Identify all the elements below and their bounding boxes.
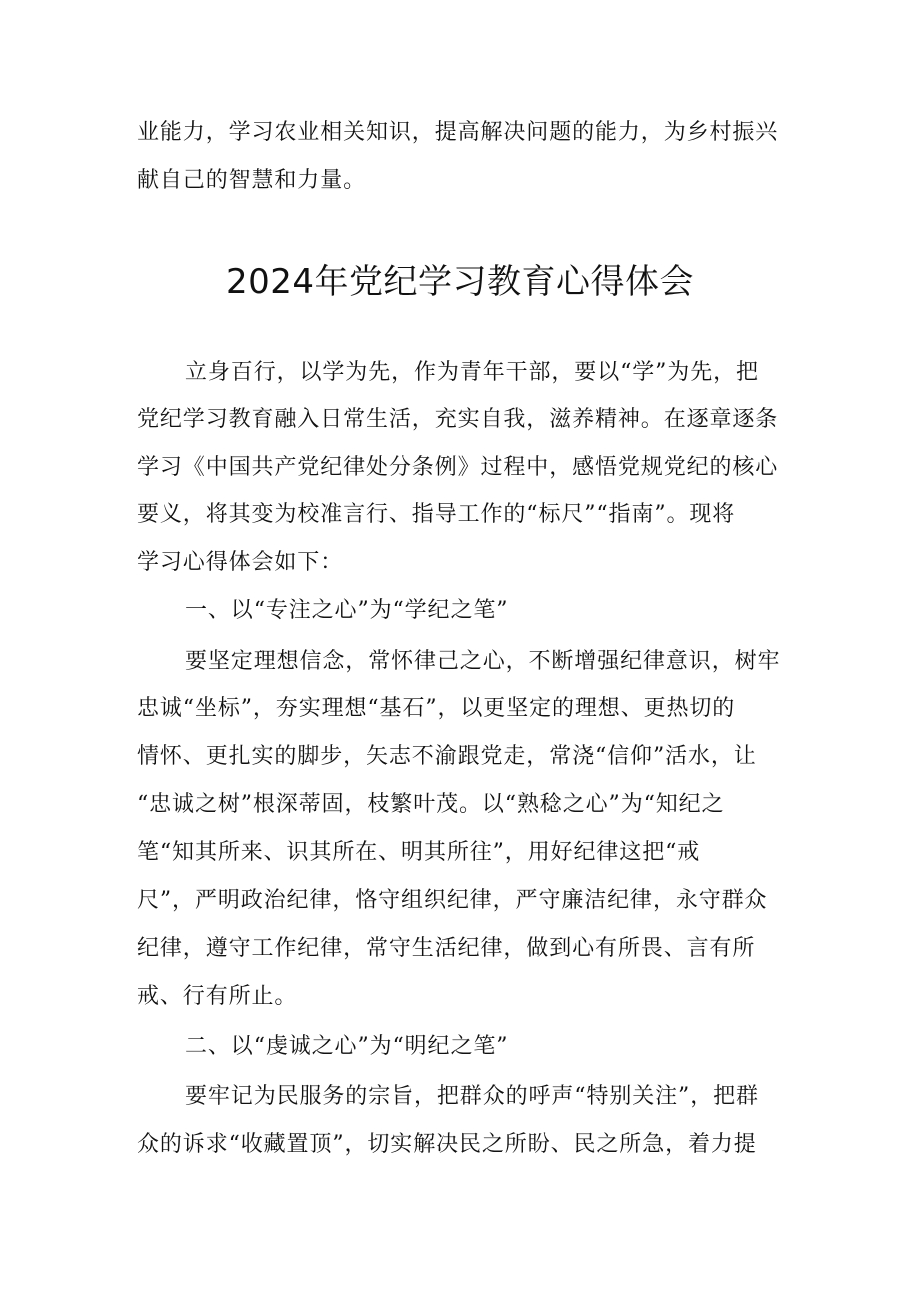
- carryover-line-1: 业能力，学习农业相关知识，提高解决问题的能力，为乡村振兴: [137, 120, 779, 145]
- section1-heading: 一、以“专注之心”为“学纪之笔”: [185, 598, 509, 623]
- intro-line-2: 党纪学习教育融入日常生活，充实自我，滋养精神。在逐章逐条: [137, 407, 779, 432]
- carryover-line-2: 献自己的智慧和力量。: [137, 168, 367, 193]
- section1-line-3: 情怀、更扎实的脚步，矢志不渝跟党走，常浇“信仰”活水，让: [137, 744, 757, 769]
- section1-line-2: 忠诚“坐标”，夯实理想“基石”，以更坚定的理想、更热切的: [137, 696, 736, 721]
- intro-line-4: 要义，将其变为校准言行、指导工作的“标尺”“指南”。现将: [137, 502, 736, 527]
- section1-line-5: 笔“知其所来、识其所在、明其所往”，用好纪律这把“戒: [137, 840, 701, 865]
- section1-line-6: 尺”，严明政治纪律，恪守组织纪律，严守廉洁纪律，永守群众: [137, 888, 768, 913]
- section1-line-8: 戒、行有所止。: [137, 984, 298, 1009]
- intro-line-3: 学习《中国共产党纪律处分条例》过程中，感悟党规党纪的核心: [137, 455, 779, 480]
- section1-line-7: 纪律，遵守工作纪律，常守生活纪律，做到心有所畏、言有所: [137, 936, 756, 961]
- section2-heading: 二、以“虔诚之心”为“明纪之笔”: [185, 1034, 509, 1059]
- document-title: 2024年党纪学习教育心得体会: [225, 262, 695, 302]
- section2-line-2: 众的诉求“收藏置顶”，切实解决民之所盼、民之所急，着力提: [137, 1132, 757, 1157]
- section1-line-4: “忠诚之树”根深蒂固，枝繁叶茂。以“熟稔之心”为“知纪之: [137, 792, 725, 817]
- intro-line-1: 立身百行，以学为先，作为青年干部，要以“学”为先，把: [185, 360, 759, 385]
- section2-line-1: 要牢记为民服务的宗旨，把群众的呼声“特别关注”，把群: [185, 1084, 759, 1109]
- intro-line-5: 学习心得体会如下：: [137, 550, 344, 575]
- section1-line-1: 要坚定理想信念，常怀律己之心，不断增强纪律意识，树牢: [185, 649, 781, 674]
